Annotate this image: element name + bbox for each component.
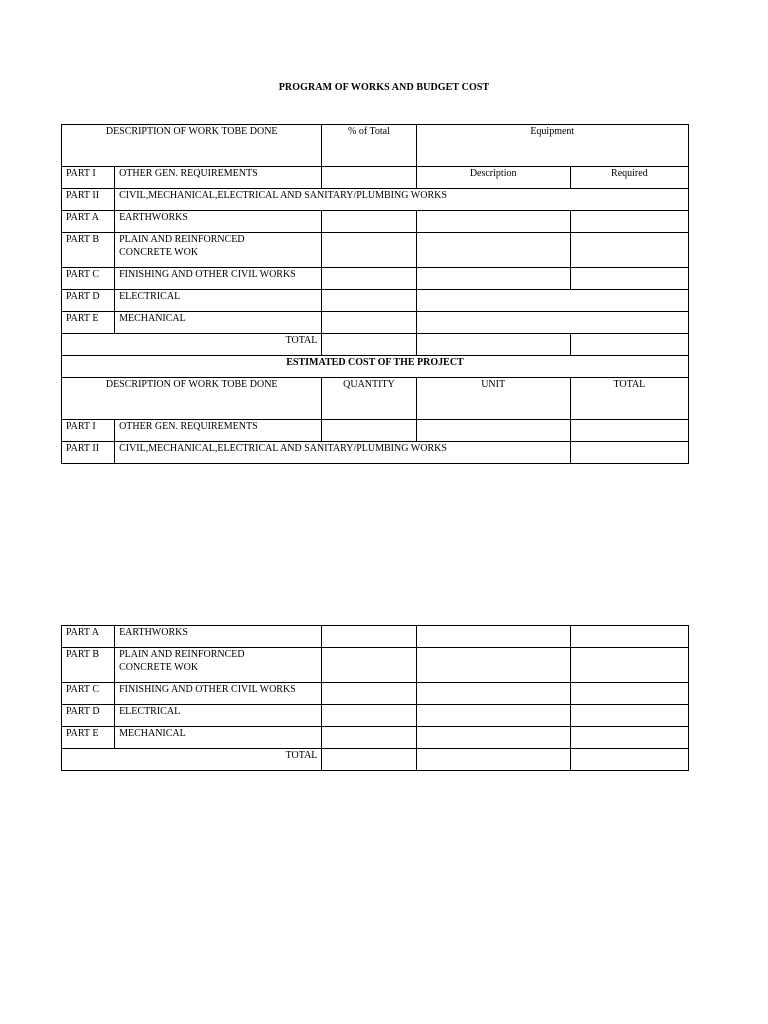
part-label: PART A [62,211,115,233]
total-label: TOTAL [62,334,322,356]
total-row [62,334,689,356]
table-row [62,626,689,648]
percent-cell[interactable] [322,233,416,268]
work-description: FINISHING AND OTHER CIVIL WORKS [115,683,322,705]
unit-cell[interactable] [416,705,570,727]
total-label: TOTAL [62,749,322,771]
header-equipment-description: Description [416,167,570,189]
header-description: DESCRIPTION OF WORK TOBE DONE [62,125,322,167]
header-total: TOTAL [570,378,688,420]
table-row [62,648,689,683]
work-description: EARTHWORKS [115,211,322,233]
part-label: PART B [62,648,115,683]
equipment-description-cell[interactable] [416,233,570,268]
header-equipment-required: Required [570,167,688,189]
part-label: PART E [62,312,115,334]
part-label: PART II [62,189,115,211]
unit-cell[interactable] [416,648,570,683]
total-unit-cell[interactable] [416,749,570,771]
percent-cell[interactable] [322,290,416,312]
header-unit: UNIT [416,378,570,420]
grand-total-cell[interactable] [570,749,688,771]
total-equipment-required-cell[interactable] [570,334,688,356]
total-cell[interactable] [570,626,688,648]
percent-cell[interactable] [322,268,416,290]
work-description: OTHER GEN. REQUIREMENTS [115,420,322,442]
work-description-line: PLAIN AND REINFORNCED [119,649,245,660]
total-cell[interactable] [570,648,688,683]
program-of-works-table [61,124,689,464]
work-description [115,233,322,268]
part-label: PART A [62,626,115,648]
work-description: FINISHING AND OTHER CIVIL WORKS [115,268,322,290]
work-description [115,648,322,683]
quantity-cell[interactable] [322,420,416,442]
unit-cell[interactable] [416,420,570,442]
total-quantity-cell[interactable] [322,749,416,771]
percent-cell[interactable] [322,167,416,189]
header-quantity: QUANTITY [322,378,416,420]
unit-cell[interactable] [416,683,570,705]
equipment-required-cell[interactable] [570,233,688,268]
table-header-row [62,378,689,420]
table-row [62,705,689,727]
table-row [62,420,689,442]
work-description: CIVIL,MECHANICAL,ELECTRICAL AND SANITARY/PLUMBING WORKS [115,189,689,211]
quantity-cell[interactable] [322,727,416,749]
total-cell[interactable] [570,683,688,705]
table-row [62,442,689,464]
estimated-cost-title: ESTIMATED COST OF THE PROJECT [62,356,689,378]
header-percent-of-total: % of Total [322,125,416,167]
work-description: ELECTRICAL [115,290,322,312]
table-row [62,683,689,705]
part-label: PART C [62,268,115,290]
equipment-required-cell[interactable] [570,211,688,233]
total-cell[interactable] [570,442,688,464]
work-description-line: PLAIN AND REINFORNCED [119,234,245,245]
estimated-cost-continued-table [61,625,689,771]
part-label: PART I [62,420,115,442]
table-row [62,727,689,749]
table-row [62,290,689,312]
table-row [62,233,689,268]
table-row [62,167,689,189]
work-description-line: CONCRETE WOK [119,662,199,673]
work-description: EARTHWORKS [115,626,322,648]
part-label: PART E [62,727,115,749]
table-row [62,268,689,290]
unit-cell[interactable] [416,727,570,749]
work-description: MECHANICAL [115,312,322,334]
equipment-required-cell[interactable] [570,268,688,290]
header-equipment: Equipment [416,125,688,167]
total-cell[interactable] [570,705,688,727]
unit-cell[interactable] [416,626,570,648]
part-label: PART B [62,233,115,268]
work-description: OTHER GEN. REQUIREMENTS [115,167,322,189]
table-row [62,189,689,211]
equipment-cell[interactable] [416,290,688,312]
part-label: PART I [62,167,115,189]
quantity-cell[interactable] [322,648,416,683]
work-description: CIVIL,MECHANICAL,ELECTRICAL AND SANITARY/PLUMBING WORKS [115,442,571,464]
part-label: PART II [62,442,115,464]
work-description: MECHANICAL [115,727,322,749]
equipment-cell[interactable] [416,312,688,334]
part-label: PART D [62,290,115,312]
quantity-cell[interactable] [322,626,416,648]
table-row [62,211,689,233]
percent-cell[interactable] [322,312,416,334]
equipment-description-cell[interactable] [416,211,570,233]
table-header-row [62,125,689,167]
part-label: PART D [62,705,115,727]
total-equipment-description-cell[interactable] [416,334,570,356]
work-description-line: CONCRETE WOK [119,247,199,258]
section-title-row [62,356,689,378]
total-cell[interactable] [570,727,688,749]
total-cell[interactable] [570,420,688,442]
quantity-cell[interactable] [322,705,416,727]
page-title: PROGRAM OF WORKS AND BUDGET COST [278,82,490,93]
header-description: DESCRIPTION OF WORK TOBE DONE [62,378,322,420]
equipment-description-cell[interactable] [416,268,570,290]
quantity-cell[interactable] [322,683,416,705]
total-percent-cell[interactable] [322,334,416,356]
total-row [62,749,689,771]
percent-cell[interactable] [322,211,416,233]
table-row [62,312,689,334]
work-description: ELECTRICAL [115,705,322,727]
part-label: PART C [62,683,115,705]
